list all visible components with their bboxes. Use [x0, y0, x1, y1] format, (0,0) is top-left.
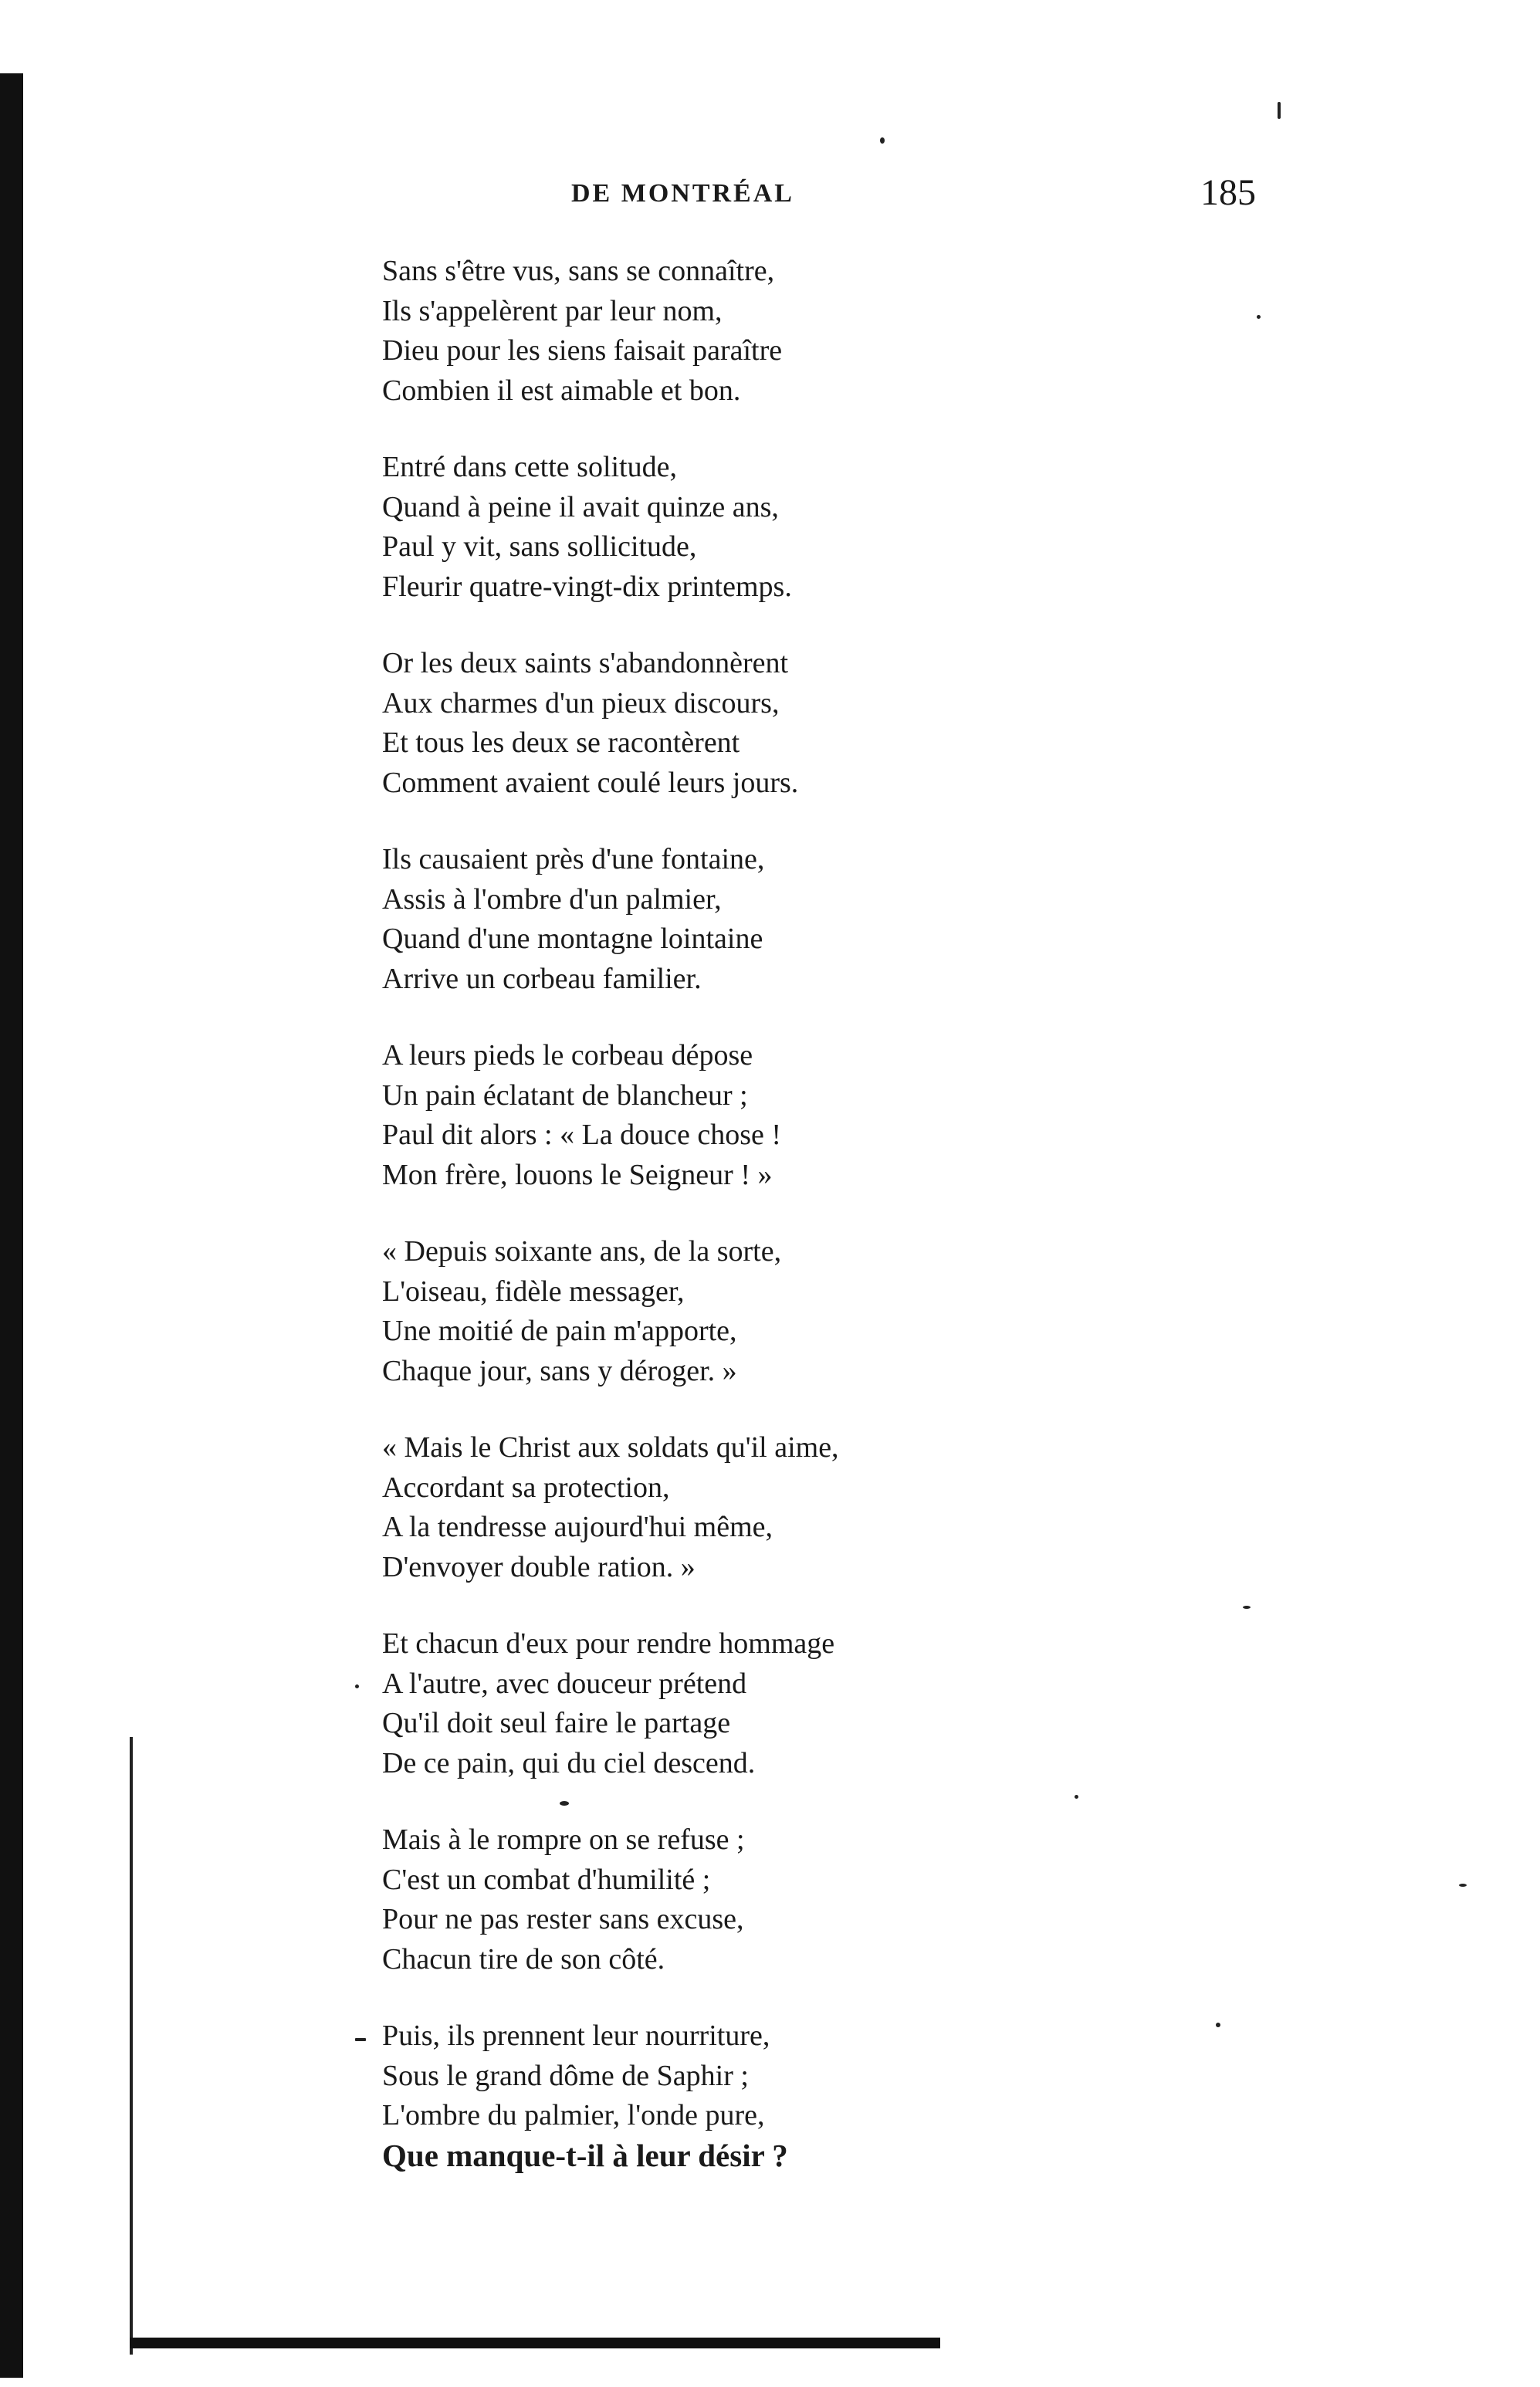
verse-line: Sans s'être vus, sans se connaître,: [382, 255, 775, 287]
page-number: 185: [1200, 172, 1256, 213]
verse-line: Paul dit alors : « La douce chose !: [382, 1119, 782, 1151]
verse-line: Qu'il doit seul faire le partage: [382, 1707, 731, 1739]
stanza: [382, 252, 1015, 411]
verse-line: Sous le grand dôme de Saphir ;: [382, 2059, 749, 2092]
verse-line: Et chacun d'eux pour rendre hommage: [382, 1627, 835, 1660]
verse-line: Fleurir quatre-vingt-dix printemps.: [382, 570, 792, 603]
verse-line: C'est un combat d'humilité ;: [382, 1863, 711, 1896]
verse-line: Entré dans cette solitude,: [382, 451, 677, 483]
verse-line: Arrive un corbeau familier.: [382, 962, 702, 995]
verse-line: Quand à peine il avait quinze ans,: [382, 490, 779, 523]
scan-speck: [355, 1684, 359, 1688]
stanza: [382, 2016, 1015, 2175]
verse-line: Or les deux saints s'abandonnèrent: [382, 647, 789, 679]
verse-line: Ils s'appelèrent par leur nom,: [382, 294, 723, 327]
scan-speck: [1216, 2023, 1220, 2027]
verse-line: L'oiseau, fidèle messager,: [382, 1275, 685, 1308]
verse-line: L'ombre du palmier, l'onde pure,: [382, 2099, 765, 2131]
verse-line: Assis à l'ombre d'un palmier,: [382, 882, 722, 916]
scan-speck: [1278, 102, 1281, 119]
verse-line: Un pain éclatant de blancheur ;: [382, 1078, 748, 1112]
stanza: [382, 644, 1015, 803]
verse-line: Paul y vit, sans sollicitude,: [382, 530, 697, 563]
verse-line: D'envoyer double ration. »: [382, 1550, 696, 1583]
bottom-rule: [130, 2338, 940, 2348]
verse-line: Accordant sa protection,: [382, 1471, 670, 1504]
stanza: [382, 1624, 1015, 1783]
stanza: [382, 1036, 1015, 1195]
scan-speck: [1459, 1884, 1467, 1887]
stanza: [382, 1232, 1015, 1391]
verse-line: Mon frère, louons le Seigneur ! »: [382, 1158, 773, 1191]
stanza: [382, 1820, 1015, 1979]
scan-speck: [355, 2038, 366, 2041]
verse-line: Comment avaient coulé leurs jours.: [382, 766, 799, 799]
scan-speck: [1257, 315, 1261, 319]
verse-line: A leurs pieds le corbeau dépose: [382, 1039, 753, 1072]
verse-line: Ils causaient près d'une fontaine,: [382, 843, 765, 875]
verse-line: Chaque jour, sans y déroger. »: [382, 1354, 737, 1387]
verse-line: Combien il est aimable et bon.: [382, 374, 741, 407]
verse-line: Mais à le rompre on se refuse ;: [382, 1823, 745, 1856]
verse-line: Aux charmes d'un pieux discours,: [382, 686, 780, 719]
verse-line: Et tous les deux se racontèrent: [382, 726, 740, 759]
verse-line: « Depuis soixante ans, de la sorte,: [382, 1235, 782, 1268]
verse-line: A l'autre, avec douceur prétend: [382, 1667, 747, 1700]
stanza: [382, 1428, 1015, 1587]
running-title: DE MONTRÉAL: [571, 179, 794, 208]
scan-speck: [1243, 1606, 1251, 1609]
verse-line: Chacun tire de son côté.: [382, 1942, 665, 1976]
stanza: [382, 448, 1015, 607]
scan-speck: [1075, 1795, 1078, 1799]
verse-line: Quand d'une montagne lointaine: [382, 923, 763, 955]
left-margin-rule: [130, 1737, 133, 2355]
verse-line: Dieu pour les siens faisait paraître: [382, 334, 783, 367]
verse-line: Puis, ils prennent leur nourriture,: [382, 2020, 770, 2052]
verse-line: Que manque-t-il à leur désir ?: [382, 2137, 788, 2173]
stanza: [382, 840, 1015, 999]
verse-line: Une moitié de pain m'apporte,: [382, 1315, 737, 1347]
verse-line: De ce pain, qui du ciel descend.: [382, 1746, 756, 1779]
scan-speck: [880, 137, 885, 144]
binding-edge: [0, 73, 23, 2378]
scan-speck: [560, 1801, 569, 1806]
verse-line: « Mais le Christ aux soldats qu'il aime,: [382, 1431, 839, 1464]
verse-line: Pour ne pas rester sans excuse,: [382, 1903, 744, 1935]
verse-line: A la tendresse aujourd'hui même,: [382, 1511, 773, 1543]
poem: [382, 252, 1015, 2213]
